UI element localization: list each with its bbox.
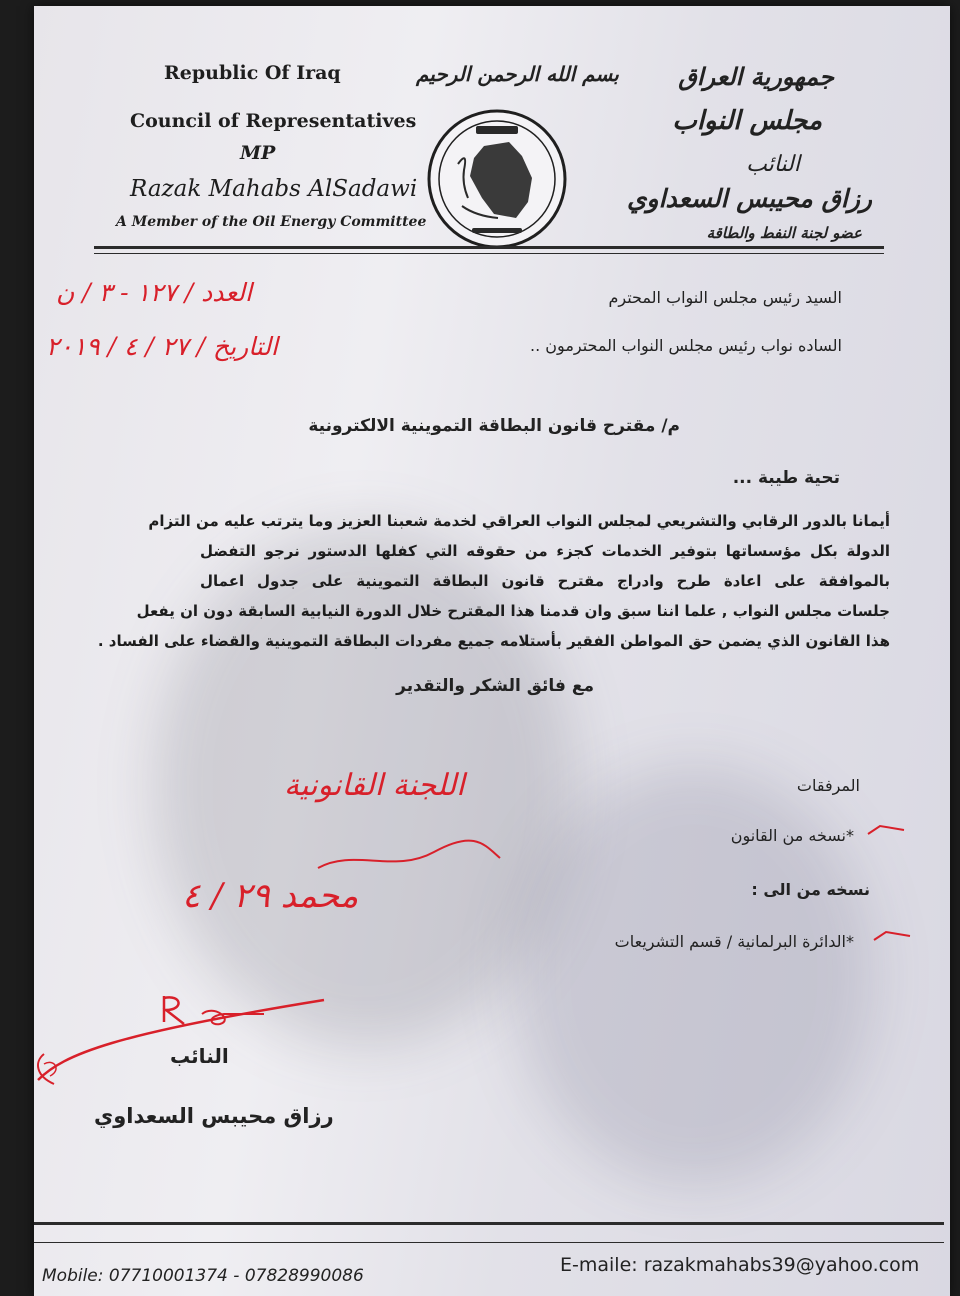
letter-sheet	[34, 6, 950, 1296]
body-line: الدولة بكل مؤسساتها بتوفير الخدمات كجزء من حقوقه التي كفلها الدستور نرجو التفضل	[200, 542, 890, 560]
handwritten-number: العدد / ١٢٧ - ٣ / ن	[56, 278, 252, 307]
parliament-emblem-icon	[424, 106, 570, 252]
annotation-scribble-icon	[314, 838, 504, 878]
body-line: هذا القانون الذي يضمن حق المواطن الفقير بأستلامه جميع مفردات البطاقة التموينية والقضاء على الفساد .	[97, 632, 890, 650]
header-mp: MP	[240, 142, 276, 164]
header-council: Council of Representatives	[130, 110, 417, 132]
letter-closing: مع فائق الشكر والتقدير	[396, 676, 594, 696]
addressee-line-1: السيد رئيس مجلس النواب المحترم	[608, 288, 842, 307]
body-line: بالموافقة على اعادة طرح وادراج مقترح قانون البطاقة التموينية على جدول اعمال	[200, 572, 890, 590]
check-mark-icon	[866, 820, 906, 840]
copy-to-item: *الدائرة البرلمانية / قسم التشريعات	[614, 932, 854, 951]
copy-to-title: نسخه من الى :	[751, 880, 870, 899]
header-divider	[94, 246, 884, 249]
check-mark-icon	[872, 926, 912, 946]
signature-name: رزاق محيبس السعداوي	[94, 1104, 334, 1128]
header-mp-ar: النائب	[746, 152, 800, 177]
signature-icon	[34, 984, 344, 1094]
attachments-item: *نسخه من القانون	[730, 826, 854, 845]
header-republic: Republic Of Iraq	[164, 62, 341, 84]
footer-divider	[34, 1222, 944, 1225]
footer-email: E-maile: razakmahabs39@yahoo.com	[560, 1254, 920, 1276]
basmala: بسم الله الرحمن الرحيم	[416, 62, 619, 86]
body-line: جلسات مجلس النواب , علما اننا سبق وان قدمنا هذا المقترح خلال الدورة النيابية السابقة دون ان يفعل	[136, 602, 890, 620]
header-committee-ar: عضو لجنة النفط والطاقة	[706, 224, 862, 242]
header-council-ar: مجلس النواب	[672, 106, 822, 136]
handwritten-date: التاريخ / ٢٧ / ٤ / ٢٠١٩	[46, 332, 278, 361]
letter-subject: م/ مقترح قانون البطاقة التموينية الالكترونية	[308, 416, 680, 436]
signature-title: النائب	[170, 1044, 229, 1068]
header-republic-ar: جمهورية العراق	[678, 62, 834, 91]
header-divider	[94, 253, 884, 254]
footer-mobile: Mobile: 07710001374 - 07828990086	[42, 1266, 364, 1286]
annotation-committee: اللجنة القانونية	[284, 768, 465, 803]
attachments-title: المرفقات	[796, 776, 860, 795]
header-name-en: Razak Mahabs AlSadawi	[130, 176, 418, 202]
header-committee-en: A Member of the Oil Energy Committee	[116, 214, 427, 230]
header-name-ar: رزاق محيبس السعداوي	[626, 184, 872, 213]
addressee-line-2: الساده نواب رئيس مجلس النواب المحترمون ..	[530, 336, 842, 355]
annotation-initials: محمد ٢٩ / ٤	[182, 876, 359, 916]
letter-greeting: تحية طيبة ...	[732, 468, 840, 488]
footer-divider	[34, 1242, 944, 1243]
body-line: أيمانا بالدور الرقابي والتشريعي لمجلس النواب العراقي لخدمة شعبنا العزيز وما يترتب عليه من التزام	[148, 512, 890, 530]
